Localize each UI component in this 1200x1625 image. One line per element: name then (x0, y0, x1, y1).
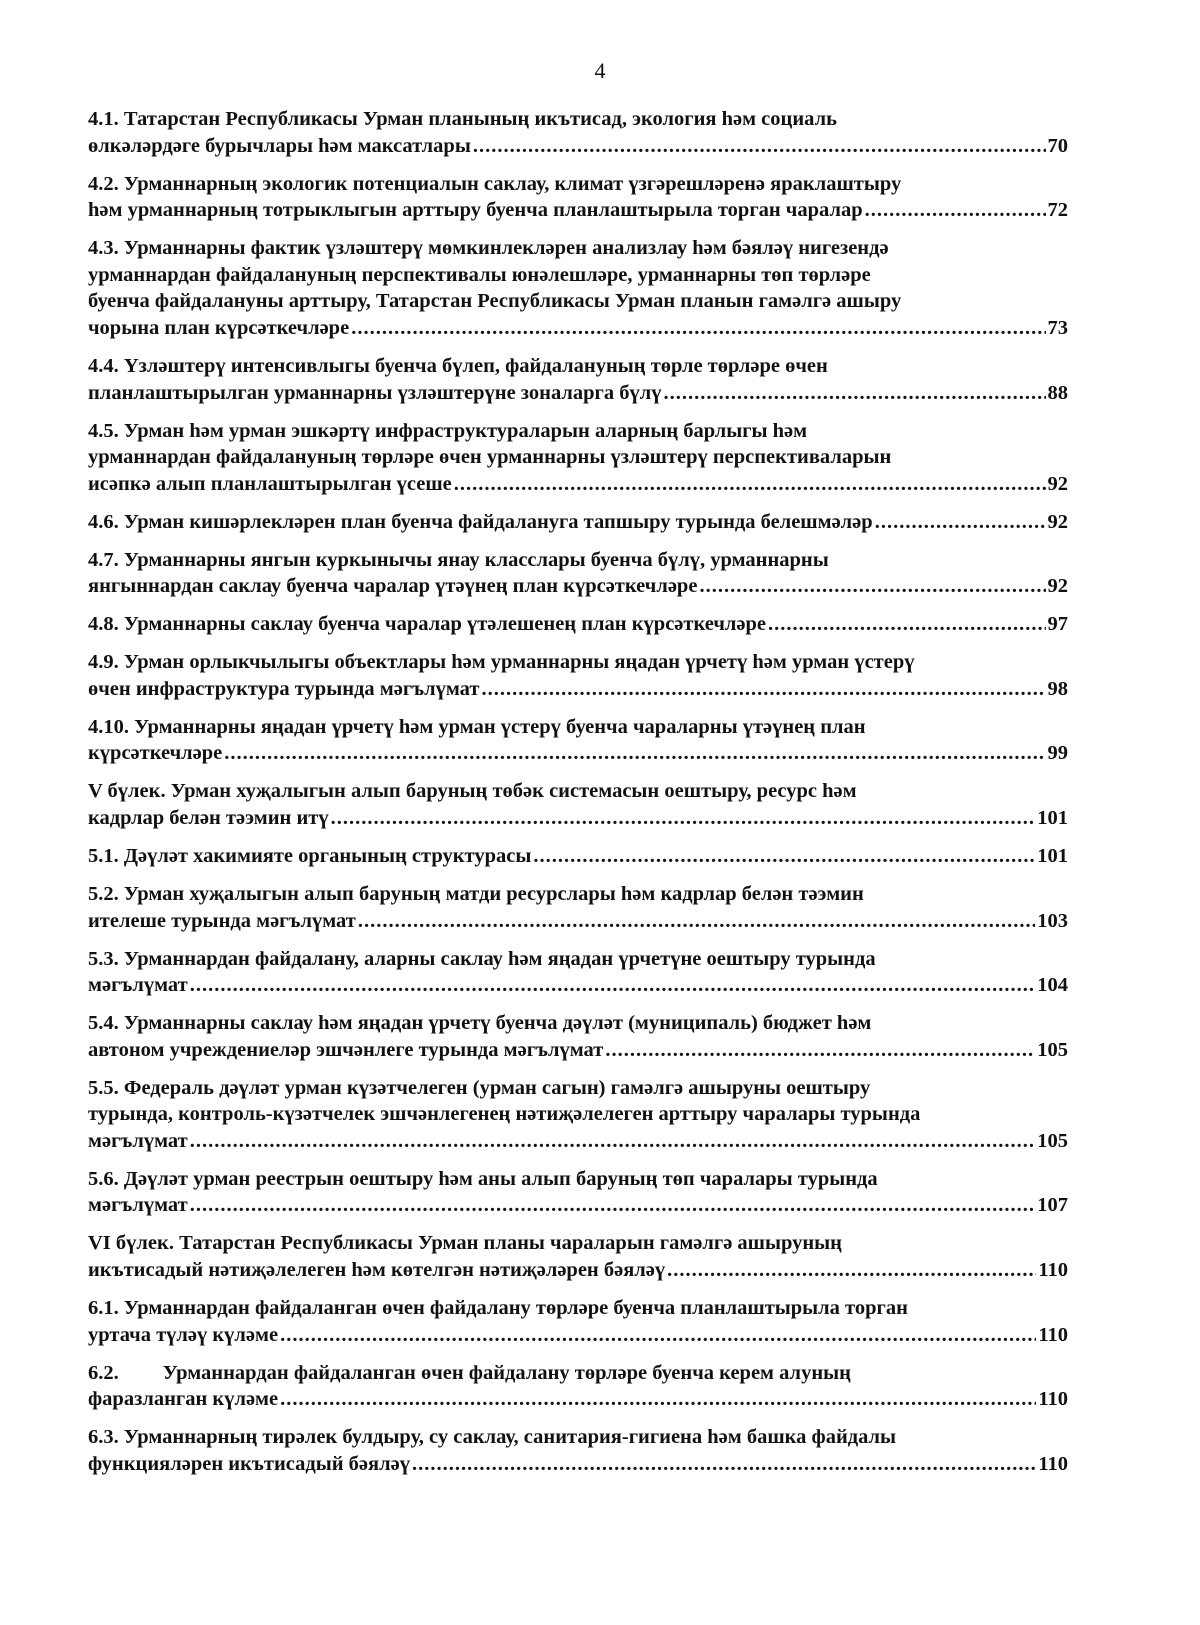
toc-page-number: 88 (1047, 381, 1068, 404)
toc-entry[interactable] (88, 1295, 1068, 1348)
toc-entry[interactable] (88, 611, 1068, 638)
toc-entry-text: 5.1. Дәүләт хакимияте органының структурасы (88, 844, 532, 867)
toc-entry-line: VI бүлек. Татарстан Республикасы Урман планы чараларын гамәлгә ашыруның (88, 1232, 842, 1255)
toc-entry[interactable] (88, 649, 1068, 702)
toc-entry[interactable] (88, 843, 1068, 870)
toc-entry-line: урманнардан файдалануның перспективалы юнәлешләре, урманнарны төп төрләре (88, 263, 871, 286)
toc-entry-last-line (88, 908, 1068, 935)
toc-entry-text: һәм урманнарның тотрыклыгын арттыру буенча планлаштырыла торган чаралар (88, 199, 863, 222)
toc-page-number: 110 (1038, 1259, 1068, 1282)
toc-entry-text: өчен инфраструктура турында мәгълүмат (88, 677, 480, 700)
toc-entry-last-line (88, 805, 1068, 832)
toc-entry-line: 6.1. Урманнардан файдаланган өчен файдалану төрләре буенча планлаштырыла торган (88, 1297, 908, 1319)
toc-entry-line: 5.3. Урманнардан файдалану, аларны саклау һәм яңадан үрчетүне оештыру турында (88, 947, 876, 970)
toc-dot-leader (351, 315, 1045, 342)
toc-dot-leader (190, 972, 1036, 999)
toc-entry-last-line (88, 197, 1068, 224)
toc-dot-leader (699, 573, 1045, 600)
toc-entry-text: уртача түләү күләме (88, 1323, 279, 1346)
toc-page-number: 92 (1047, 575, 1068, 598)
toc-entry-text: ителеше турында мәгълүмат (88, 909, 356, 932)
toc-entry-line: 4.10. Урманнарны яңадан үрчетү һәм урман үстерү буенча чараларны үтәүнең план (88, 715, 866, 738)
toc-page-number: 99 (1047, 742, 1068, 765)
toc-entry-last-line (88, 1257, 1068, 1284)
toc-page-number: 92 (1047, 510, 1068, 533)
toc-page-number: 110 (1038, 1452, 1068, 1475)
toc-dot-leader (412, 1451, 1036, 1478)
toc-page-number: 98 (1047, 677, 1068, 700)
toc-page-number: 70 (1047, 134, 1068, 157)
toc-entry-line: 5.5. Федераль дәүләт урман күзәтчелеген (урман сагын) гамәлгә ашыруны оештыру (88, 1076, 871, 1099)
toc-entry-text: янгыннардан саклау буенча чаралар үтәүнең план күрсәткечләре (88, 575, 698, 598)
toc-entry-text: мәгълүмат (88, 1194, 188, 1217)
toc-dot-leader (664, 380, 1046, 407)
toc-dot-leader (224, 740, 1045, 767)
toc-page-number: 72 (1047, 199, 1068, 222)
toc-entry-line: 4.4. Үзләштерү интенсивлыгы буенча бүлеп, файдалануның төрле төрләре өчен (88, 354, 828, 377)
toc-page-number: 110 (1038, 1323, 1068, 1346)
toc-entry-text: 4.6. Урман кишәрлекләрен план буенча файдалануга тапшыру турында белешмәләр (88, 510, 873, 533)
toc-entry[interactable] (88, 106, 1068, 159)
toc-entry[interactable] (88, 778, 1068, 831)
toc-entry[interactable] (88, 171, 1068, 224)
toc-entry-line: V бүлек. Урман хуҗалыгын алып баруның төбәк системасын оештыру, ресурс һәм (88, 780, 857, 803)
toc-dot-leader (865, 197, 1046, 224)
toc-entry-last-line (88, 611, 1068, 638)
toc-entry-last-line (88, 843, 1068, 870)
toc-entry[interactable] (88, 547, 1068, 600)
toc-entry-last-line (88, 573, 1068, 600)
toc-entry-last-line (88, 315, 1068, 342)
toc-entry[interactable] (88, 509, 1068, 536)
toc-dot-leader (280, 1386, 1036, 1413)
toc-dot-leader (875, 509, 1046, 536)
toc-entry-last-line (88, 676, 1068, 703)
toc-entry-last-line (88, 1322, 1068, 1349)
toc-entry[interactable] (88, 1424, 1068, 1477)
toc-entry-line: 5.2. Урман хуҗалыгын алып баруның матди ресурслары һәм кадрлар белән тәэмин (88, 882, 864, 905)
table-of-contents (88, 106, 1068, 1489)
toc-entry-line: 6.3. Урманнарның тирәлек булдыру, су саклау, санитария-гигиена һәм башка файдалы (88, 1426, 897, 1449)
page-number: 4 (594, 58, 606, 83)
toc-page-number: 101 (1037, 844, 1068, 867)
toc-dot-leader (190, 1192, 1036, 1219)
toc-entry-text: чорына план күрсәткечләре (88, 316, 350, 339)
toc-entry-last-line (88, 1037, 1068, 1064)
toc-entry-line: 4.3. Урманнарны фактик үзләштерү мөмкинлекләрен анализлау һәм бәяләү нигезендә (88, 237, 889, 260)
toc-entry[interactable] (88, 1166, 1068, 1219)
toc-entry[interactable] (88, 235, 1068, 341)
toc-dot-leader (481, 676, 1045, 703)
toc-entry-text: мәгълүмат (88, 1129, 188, 1152)
toc-entry-text: кадрлар белән тәэмин итү (88, 806, 329, 829)
toc-entry-text: автоном учреждениеләр эшчәнлеге турында мәгълүмат (88, 1038, 604, 1061)
toc-dot-leader (280, 1322, 1036, 1349)
toc-page-number: 105 (1037, 1038, 1068, 1061)
toc-entry[interactable] (88, 1230, 1068, 1283)
toc-entry-line: 5.6. Дәүләт урман реестрын оештыру һәм аны алып баруның төп чаралары турында (88, 1167, 878, 1190)
toc-entry[interactable] (88, 1075, 1068, 1155)
toc-entry-last-line (88, 509, 1068, 536)
toc-dot-leader (331, 805, 1036, 832)
toc-entry-text: өлкәләрдәге бурычлары һәм максатлары (88, 134, 471, 157)
toc-entry-line: 4.7. Урманнарны янгын куркынычы янау класслары буенча бүлү, урманнарны (88, 548, 829, 571)
toc-page-number: 110 (1038, 1388, 1068, 1411)
toc-entry-text: күрсәткечләре (88, 742, 223, 765)
toc-entry-line: 4.5. Урман һәм урман эшкәртү инфраструктураларын аларның барлыгы һәм (88, 419, 808, 442)
toc-entry-line: турында, контроль-күзәтчелек эшчәнлегенең нәтиҗәлелеген арттыру чаралары турында (88, 1103, 921, 1126)
toc-page-number: 105 (1037, 1129, 1068, 1152)
toc-entry[interactable] (88, 1010, 1068, 1063)
toc-entry[interactable] (88, 1360, 1068, 1413)
toc-page-number: 104 (1037, 974, 1068, 997)
toc-entry[interactable] (88, 418, 1068, 498)
toc-entry-text: 4.8. Урманнарны саклау буенча чаралар үтәлешенең план күрсәткечләре (88, 613, 767, 636)
toc-dot-leader (667, 1257, 1036, 1284)
toc-entry-text: исәпкә алып планлаштырылган үсеше (88, 472, 452, 495)
toc-entry-number: 6.2. (88, 1361, 119, 1384)
toc-entry-text: планлаштырылган урманнарны үзләштерүне зоналарга бүлү (88, 381, 662, 404)
toc-entry-last-line (88, 740, 1068, 767)
toc-page-number: 73 (1047, 316, 1068, 339)
toc-entry-line: урманнардан файдалануның төрләре өчен урманнарны үзләштерү перспективаларын (88, 446, 892, 469)
toc-page-number: 107 (1037, 1194, 1068, 1217)
toc-dot-leader (768, 611, 1045, 638)
toc-entry-text: Урманнардан файдаланган өчен файдалану төрләре буенча керем алуның (162, 1361, 851, 1384)
toc-entry-last-line (88, 380, 1068, 407)
toc-entry-text: фаразланган күләме (88, 1388, 279, 1411)
toc-dot-leader (454, 471, 1046, 498)
toc-entry-line: буенча файдалануны арттыру, Татарстан Республикасы Урман планын гамәлгә ашыру (88, 290, 902, 313)
toc-page-number: 97 (1047, 613, 1068, 636)
toc-entry-last-line (88, 1128, 1068, 1155)
toc-entry-line: 4.1. Татарстан Республикасы Урман планының икътисад, экология һәм социаль (88, 108, 837, 130)
toc-entry[interactable] (88, 714, 1068, 767)
toc-dot-leader (473, 133, 1046, 160)
toc-entry-text: функцияләрен икътисадый бәяләү (88, 1452, 410, 1475)
toc-entry[interactable] (88, 946, 1068, 999)
toc-entry[interactable] (88, 353, 1068, 406)
toc-entry-last-line (88, 471, 1068, 498)
toc-dot-leader (605, 1037, 1035, 1064)
toc-entry-line: 4.2. Урманнарның экологик потенциалын саклау, климат үзгәрешләренә яраклаштыру (88, 172, 902, 195)
toc-entry-line: 4.9. Урман орлыкчылыгы объектлары һәм урманнарны яңадан үрчетү һәм урман үстерү (88, 651, 915, 674)
toc-entry[interactable] (88, 881, 1068, 934)
toc-entry-last-line (88, 1451, 1068, 1478)
toc-entry-line (88, 1360, 1068, 1387)
toc-page-number: 92 (1047, 472, 1068, 495)
toc-entry-last-line (88, 1192, 1068, 1219)
toc-dot-leader (190, 1128, 1036, 1155)
toc-entry-last-line (88, 972, 1068, 999)
toc-entry-line: 5.4. Урманнарны саклау һәм яңадан үрчетү буенча дәүләт (муниципаль) бюджет һәм (88, 1012, 872, 1035)
toc-dot-leader (533, 843, 1035, 870)
toc-dot-leader (358, 908, 1035, 935)
toc-entry-last-line (88, 1386, 1068, 1413)
toc-entry-text: мәгълүмат (88, 974, 188, 997)
toc-entry-text: икътисадый нәтиҗәлелеген һәм көтелгән нәтиҗәләрен бәяләү (88, 1259, 666, 1282)
toc-page-number: 101 (1037, 806, 1068, 829)
toc-page-number: 103 (1037, 909, 1068, 932)
toc-entry-last-line (88, 133, 1068, 160)
